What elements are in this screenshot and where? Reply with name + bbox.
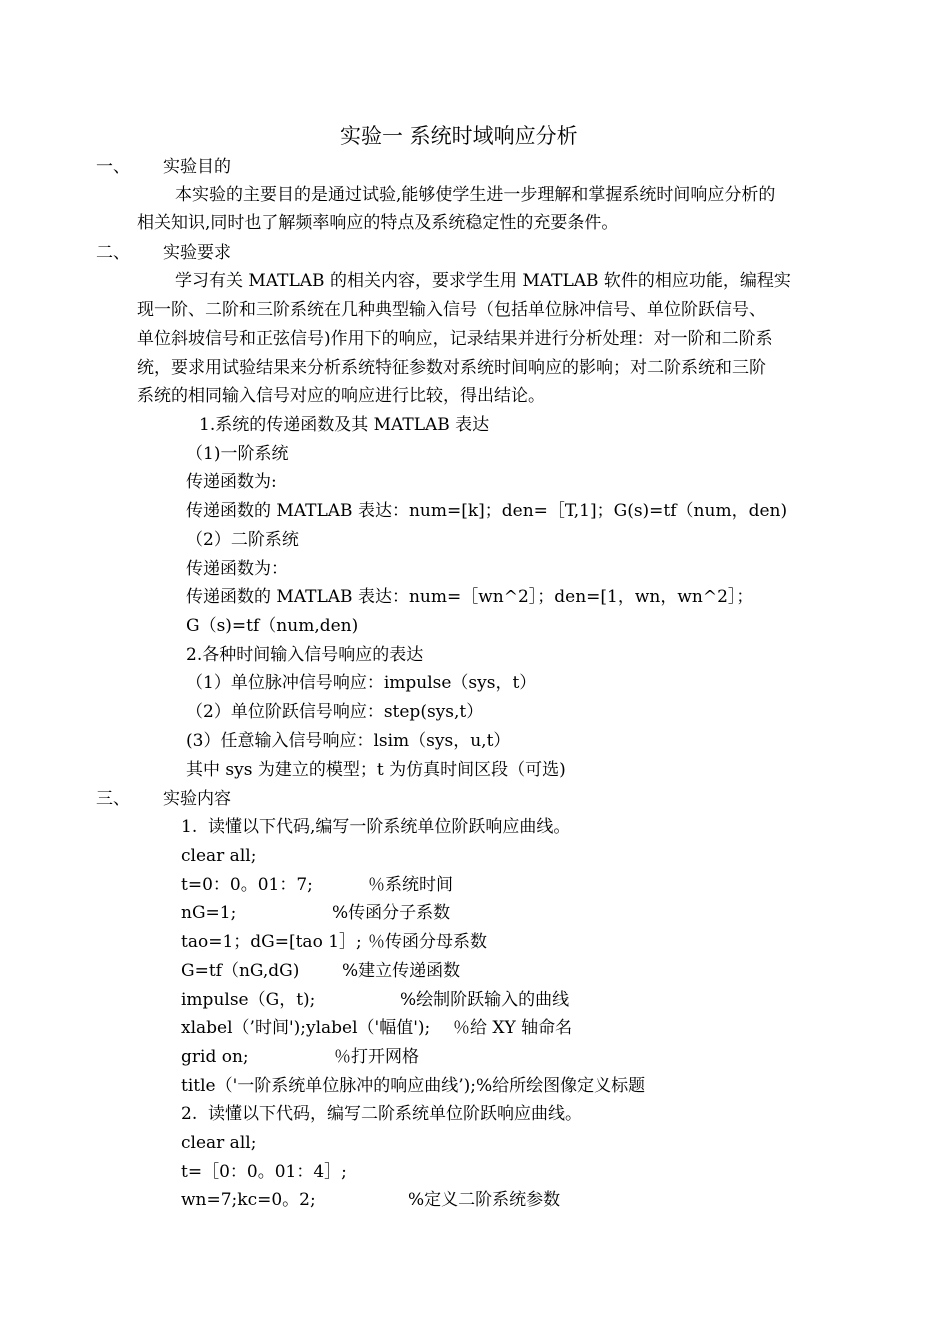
s3-code-tf: G=tf（nG,dG) (181, 961, 300, 981)
s3-item-2: 2. 读懂以下代码，编写二阶系统单位阶跃响应曲线。 (181, 1104, 583, 1124)
s2-item-10: （1）单位脉冲信号响应：impulse（sys，t） (186, 673, 537, 693)
s3-comment-tf: %建立传递函数 (342, 961, 461, 981)
s3-code-labels: xlabel（’时间');ylabel（'幅值'); (181, 1018, 431, 1038)
s3-code-time-2: t=［0：0。01：4］; (181, 1162, 347, 1182)
s3-comment-ng: %传函分子系数 (332, 903, 451, 923)
s2-item-11: （2）单位阶跃信号响应：step(sys,t） (186, 702, 484, 722)
s2-paragraph-line-4: 统，要求用试验结果来分析系统特征参数对系统时间响应的影响；对二阶系统和三阶 (137, 358, 766, 378)
s2-item-7: 传递函数的 MATLAB 表达：num=［wn^2］；den=[1，wn，wn^2］； (186, 587, 754, 607)
s2-item-9: 2.各种时间输入信号响应的表达 (186, 645, 424, 665)
s2-item-4: 传递函数的 MATLAB 表达：num=[k]；den=［T,1]；G(s)=tf（num，den) (186, 501, 788, 521)
page-title: 实验一 系统时域响应分析 (340, 124, 578, 148)
s3-code-impulse: impulse（G，t); (181, 990, 316, 1010)
s3-item-1: 1. 读懂以下代码,编写一阶系统单位阶跃响应曲线。 (181, 817, 571, 837)
s2-item-1: 1.系统的传递函数及其 MATLAB 表达 (199, 415, 490, 435)
s3-code-dg: tao=1；dG=[tao 1］; (181, 932, 362, 952)
s3-comment-params: %定义二阶系统参数 (408, 1190, 561, 1210)
s1-paragraph-line-1: 本实验的主要目的是通过试验,能够使学生进一步理解和掌握系统时间响应分析的 (175, 185, 776, 205)
section-1-number: 一、 (96, 157, 130, 177)
s3-code-grid: grid on; (181, 1047, 249, 1067)
s3-comment-grid: ％打开网格 (334, 1047, 419, 1067)
section-1-title: 实验目的 (163, 157, 231, 177)
s3-code-clear-all-2: clear all; (181, 1133, 257, 1153)
s2-paragraph-line-3: 单位斜坡信号和正弦信号)作用下的响应，记录结果并进行分析处理：对一阶和二阶系 (137, 329, 773, 349)
s2-item-12: (3）任意输入信号响应：lsim（sys，u,t） (186, 731, 511, 751)
s2-item-8: G（s)=tf（num,den) (186, 616, 359, 636)
s2-item-5: （2）二阶系统 (186, 530, 299, 550)
s2-item-3: 传递函数为: (186, 472, 277, 492)
s3-code-clear-all-1: clear all; (181, 846, 257, 866)
s3-comment-impulse: %绘制阶跃输入的曲线 (400, 990, 570, 1010)
s2-item-13: 其中 sys 为建立的模型；t 为仿真时间区段（可选) (186, 760, 566, 780)
s3-code-title: title（'一阶系统单位脉冲的响应曲线’);%给所绘图像定义标题 (181, 1076, 646, 1096)
s3-comment-time: ％系统时间 (368, 875, 453, 895)
s3-comment-labels: ％给 XY 轴命名 (453, 1018, 573, 1038)
s3-code-time: t=0：0。01：7; (181, 875, 313, 895)
section-2-title: 实验要求 (163, 243, 231, 263)
s2-paragraph-line-5: 系统的相同输入信号对应的响应进行比较，得出结论。 (137, 386, 545, 406)
s2-item-6: 传递函数为： (186, 559, 288, 579)
s1-paragraph-line-2: 相关知识,同时也了解频率响应的特点及系统稳定性的充要条件。 (137, 213, 619, 233)
s3-code-ng: nG=1; (181, 903, 237, 923)
s2-paragraph-line-2: 现一阶、二阶和三阶系统在几种典型输入信号（包括单位脉冲信号、单位阶跃信号、 (137, 300, 766, 320)
s2-paragraph-line-1: 学习有关 MATLAB 的相关内容，要求学生用 MATLAB 软件的相应功能，编程实 (175, 271, 791, 291)
section-3-title: 实验内容 (163, 789, 231, 809)
section-3-number: 三、 (96, 789, 130, 809)
section-2-number: 二、 (96, 243, 130, 263)
s3-code-params: wn=7;kc=0。2; (181, 1190, 316, 1210)
s2-item-2: （1)一阶系统 (186, 444, 289, 464)
s3-comment-dg: ％传函分母系数 (368, 932, 487, 952)
